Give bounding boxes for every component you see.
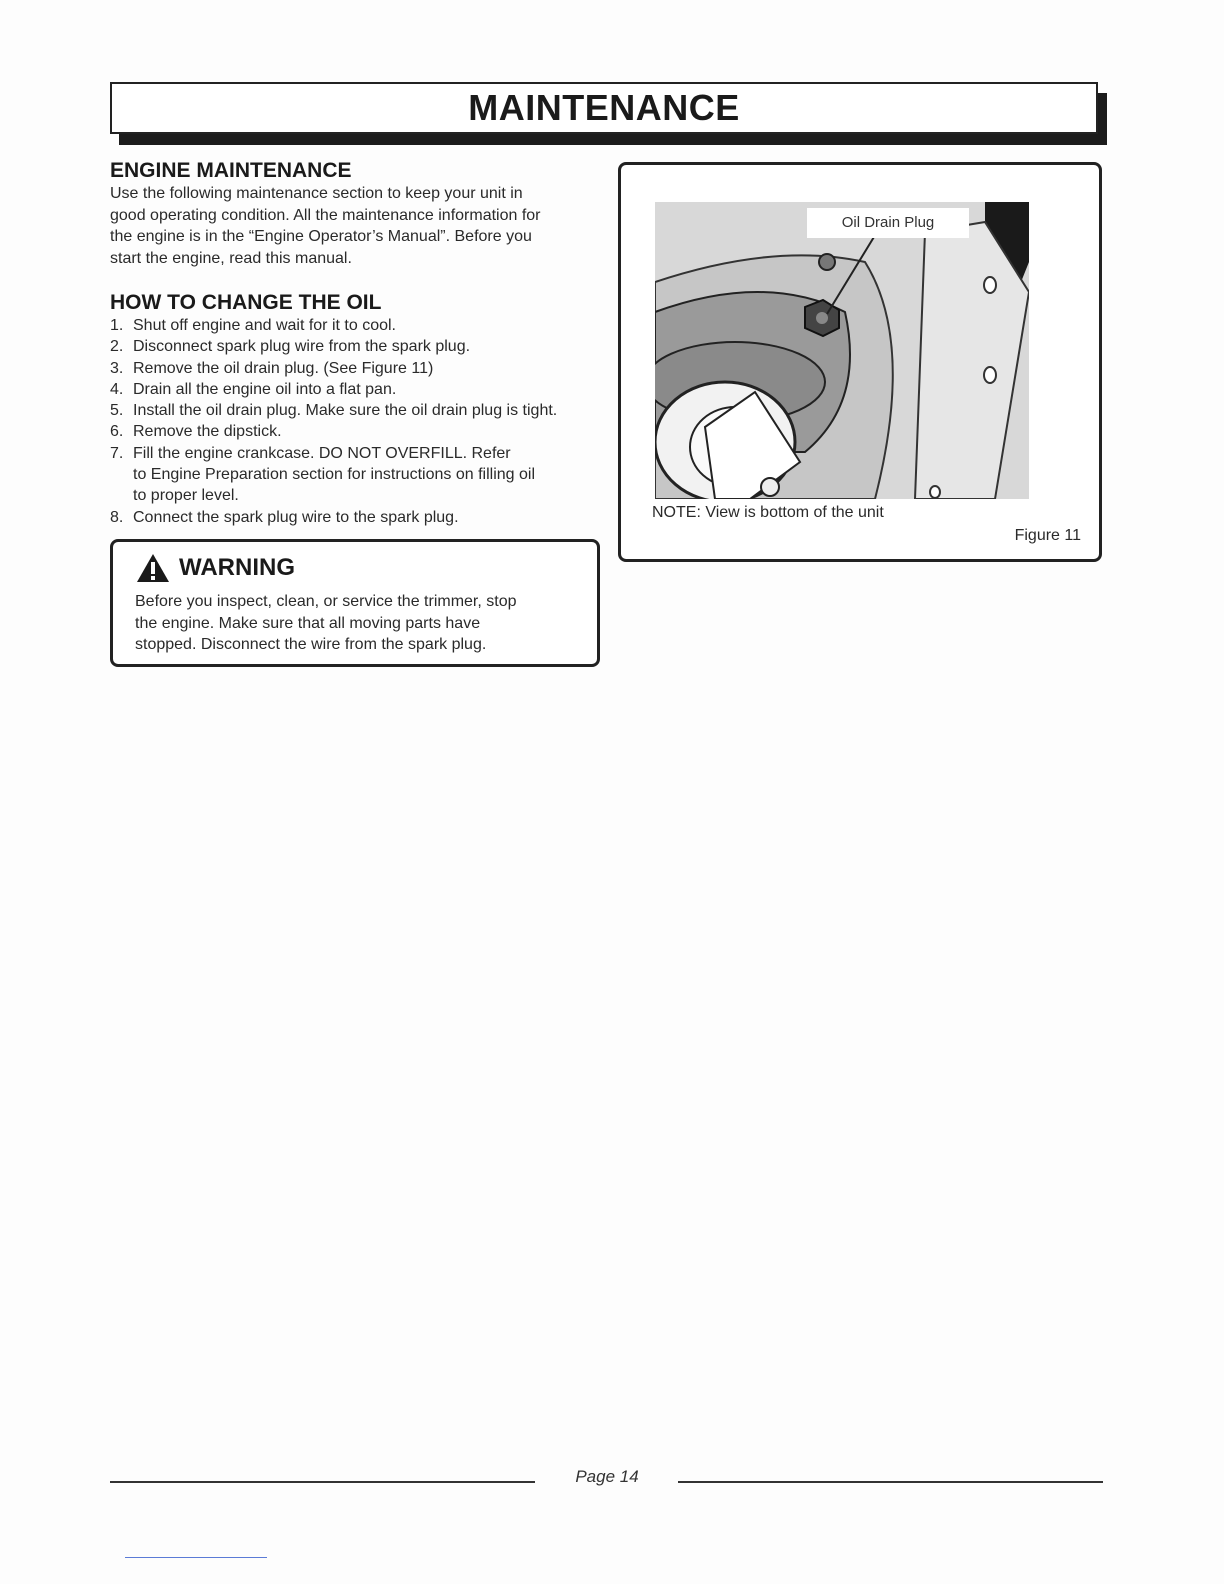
- step-number: 2.: [110, 338, 124, 356]
- warning-text: [135, 591, 575, 656]
- step-text: Drain all the engine oil into a flat pan.: [133, 380, 397, 398]
- step-text: Remove the dipstick.: [133, 423, 282, 441]
- footer-rule-left: [110, 1481, 535, 1483]
- figure-box: [618, 162, 1102, 562]
- text-line: Use the following maintenance section to keep your unit in: [110, 185, 523, 202]
- warning-header: [135, 552, 295, 584]
- oil-drain-plug-illustration: [655, 202, 1029, 499]
- step-text: to Engine Preparation section for instructions on filling oil: [133, 466, 535, 484]
- text-line: the engine is in the “Engine Operator’s Manual”. Before you: [110, 228, 532, 245]
- step-number: 8.: [110, 508, 124, 526]
- text-line: start the engine, read this manual.: [110, 249, 352, 267]
- section-header: [110, 82, 1098, 134]
- list-item: [110, 336, 610, 357]
- change-oil-steps: [110, 315, 610, 528]
- text-line: stopped. Disconnect the wire from the spark plug.: [135, 636, 487, 653]
- warning-triangle-icon: [135, 552, 171, 584]
- step-text: Fill the engine crankcase. DO NOT OVERFILL. Refer: [133, 444, 511, 462]
- step-number: 5.: [110, 402, 124, 420]
- list-item: [110, 400, 610, 421]
- step-text: Disconnect spark plug wire from the spark plug.: [133, 338, 471, 356]
- list-item: [110, 358, 610, 379]
- step-text: Connect the spark plug wire to the spark plug.: [133, 508, 459, 526]
- step-number: 7.: [110, 444, 124, 462]
- footer-rule-right: [678, 1481, 1103, 1483]
- page-number: Page 14: [575, 1467, 639, 1486]
- step-number: 6.: [110, 423, 124, 441]
- step-number: 1.: [110, 317, 124, 334]
- engine-maintenance-heading: ENGINE MAINTENANCE: [110, 159, 352, 182]
- step-text: to proper level.: [133, 487, 239, 505]
- warning-title: WARNING: [179, 554, 295, 581]
- step-number: 4.: [110, 380, 124, 398]
- change-oil-heading: HOW TO CHANGE THE OIL: [110, 291, 382, 314]
- step-text: Remove the oil drain plug. (See Figure 11): [133, 359, 434, 377]
- figure-note: NOTE: View is bottom of the unit: [652, 504, 884, 521]
- warning-box: [110, 539, 600, 667]
- list-item: [110, 421, 610, 442]
- text-line: good operating condition. All the maintenance information for: [110, 206, 541, 224]
- page-title: MAINTENANCE: [468, 87, 740, 128]
- figure-label: Figure 11: [1014, 527, 1081, 544]
- divider: [125, 1557, 267, 1558]
- text-line: Before you inspect, clean, or service the trimmer, stop: [135, 593, 517, 610]
- list-item: [110, 443, 610, 507]
- step-number: 3.: [110, 359, 124, 377]
- engine-maintenance-text: [110, 183, 605, 269]
- step-text: Install the oil drain plug. Make sure the oil drain plug is tight.: [133, 402, 558, 420]
- figure-callout-label: Oil Drain Plug: [807, 208, 969, 238]
- list-item: [110, 379, 610, 400]
- list-item: [110, 315, 610, 336]
- text-line: the engine. Make sure that all moving parts have: [135, 614, 481, 632]
- list-item: [110, 507, 610, 528]
- step-text: Shut off engine and wait for it to cool.: [133, 317, 396, 334]
